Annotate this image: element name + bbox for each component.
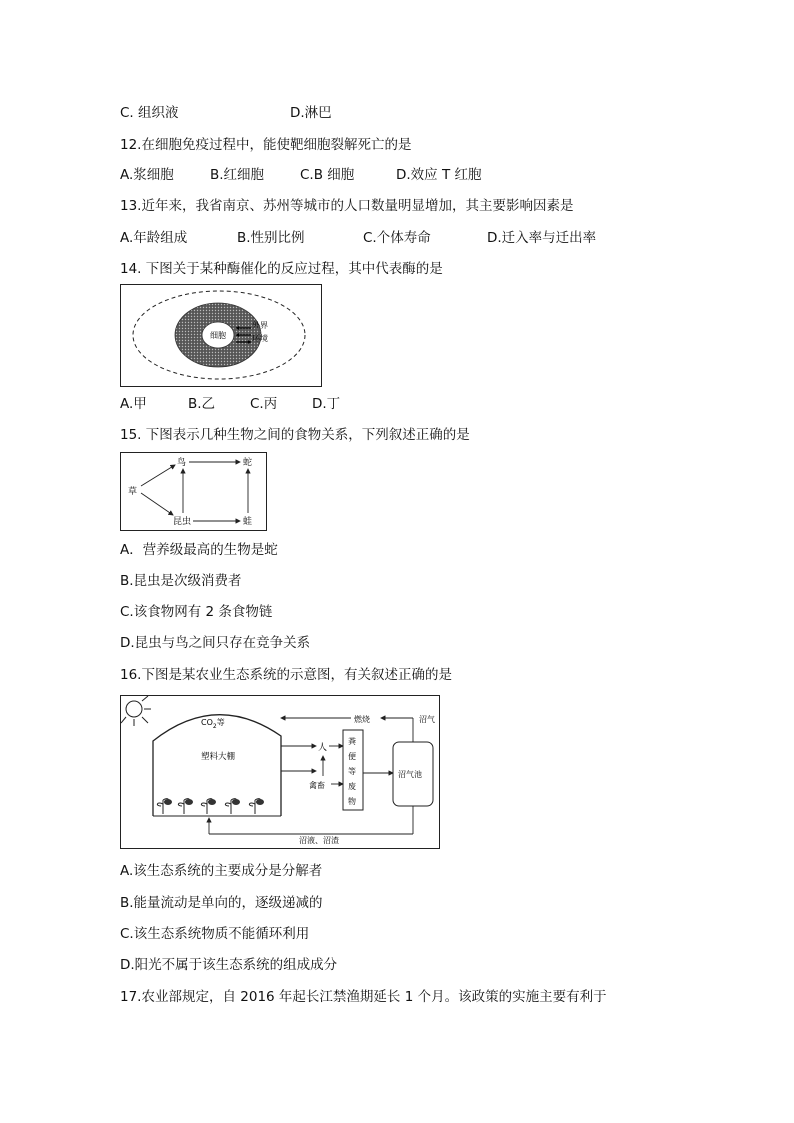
q16-option-c: C.该生态系统物质不能循环利用: [120, 926, 310, 942]
svg-text:废: 废: [348, 782, 356, 791]
q14-stem: 14. 下图关于某种酶催化的反应过程，其中代表酶的是: [120, 261, 443, 277]
q16-stem: 16.下图是某农业生态系统的示意图，有关叙述正确的是: [120, 667, 452, 683]
residue-label: 沼液、沼渣: [299, 836, 339, 845]
greenhouse-label: 塑料大棚: [201, 752, 236, 762]
q15-food-web: [121, 453, 266, 530]
biogas-label: 沼气: [419, 715, 435, 724]
node-frog: 蛙: [243, 517, 253, 527]
outer-label-2: 环境: [252, 334, 268, 343]
svg-text:粪: 粪: [348, 737, 356, 746]
inner-label: 细胞: [210, 331, 226, 340]
plants-icon: [157, 799, 264, 814]
q12-option-c: C.B 细胞: [300, 167, 355, 183]
q15-option-a: A．营养级最高的生物是蛇: [120, 542, 278, 558]
node-grass: 草: [128, 487, 138, 497]
svg-text:物: 物: [348, 797, 356, 806]
q16-figure: [120, 695, 440, 849]
biogas-pool-label: 沼气池: [398, 770, 422, 779]
q15-stem: 15. 下图表示几种生物之间的食物关系，下列叙述正确的是: [120, 427, 470, 443]
q12-option-d: D.效应 T 红胞: [396, 167, 482, 183]
outer-label-1: 外界: [252, 321, 268, 330]
q13-option-d: D.迁入率与迁出率: [487, 230, 597, 246]
q12-option-b: B.红细胞: [210, 167, 265, 183]
svg-text:便: 便: [348, 752, 356, 761]
q12-stem: 12.在细胞免疫过程中，能使靶细胞裂解死亡的是: [120, 137, 412, 153]
q13-option-c: C.个体寿命: [363, 230, 431, 246]
q15-figure: [120, 452, 267, 531]
q13-option-b: B.性别比例: [237, 230, 305, 246]
q12-option-a: A.浆细胞: [120, 167, 174, 183]
burning-label: 燃烧: [354, 715, 370, 724]
human-label: 人: [318, 743, 328, 753]
q13-stem: 13.近年来，我省南京、苏州等城市的人口数量明显增加，其主要影响因素是: [120, 198, 574, 214]
q13-option-a: A.年龄组成: [120, 230, 188, 246]
q16-option-d: D.阳光不属于该生态系统的组成成分: [120, 957, 338, 973]
sun-icon: [121, 696, 151, 726]
node-bird: 鸟: [177, 458, 187, 468]
q14-option-b: B.乙: [188, 396, 216, 412]
q11-option-c: C. 组织液: [120, 105, 179, 121]
q15-option-d: D.昆虫与鸟之间只存在竞争关系: [120, 635, 311, 651]
q14-option-c: C.丙: [250, 396, 278, 412]
q17-stem: 17.农业部规定，自 2016 年起长江禁渔期延长 1 个月。该政策的实施主要有利于: [120, 989, 607, 1005]
q16-agri-diagram: [121, 696, 439, 848]
q14-figure: [120, 284, 322, 387]
node-insect: 昆虫: [173, 517, 192, 527]
q15-option-c: C.该食物网有 2 条食物链: [120, 604, 273, 620]
q15-option-b: B.昆虫是次级消费者: [120, 573, 242, 589]
q11-option-d: D.淋巴: [290, 105, 332, 121]
svg-text:等: 等: [348, 767, 356, 776]
q14-option-a: A.甲: [120, 396, 147, 412]
q16-option-b: B.能量流动是单向的，逐级递减的: [120, 895, 323, 911]
q16-option-a: A.该生态系统的主要成分是分解者: [120, 863, 323, 879]
node-snake: 蛇: [243, 458, 253, 468]
livestock-label: 禽畜: [309, 781, 325, 790]
q14-diagram: [121, 285, 321, 386]
q14-option-d: D.丁: [312, 396, 341, 412]
co2-label: $CO_2$等: [201, 718, 225, 730]
